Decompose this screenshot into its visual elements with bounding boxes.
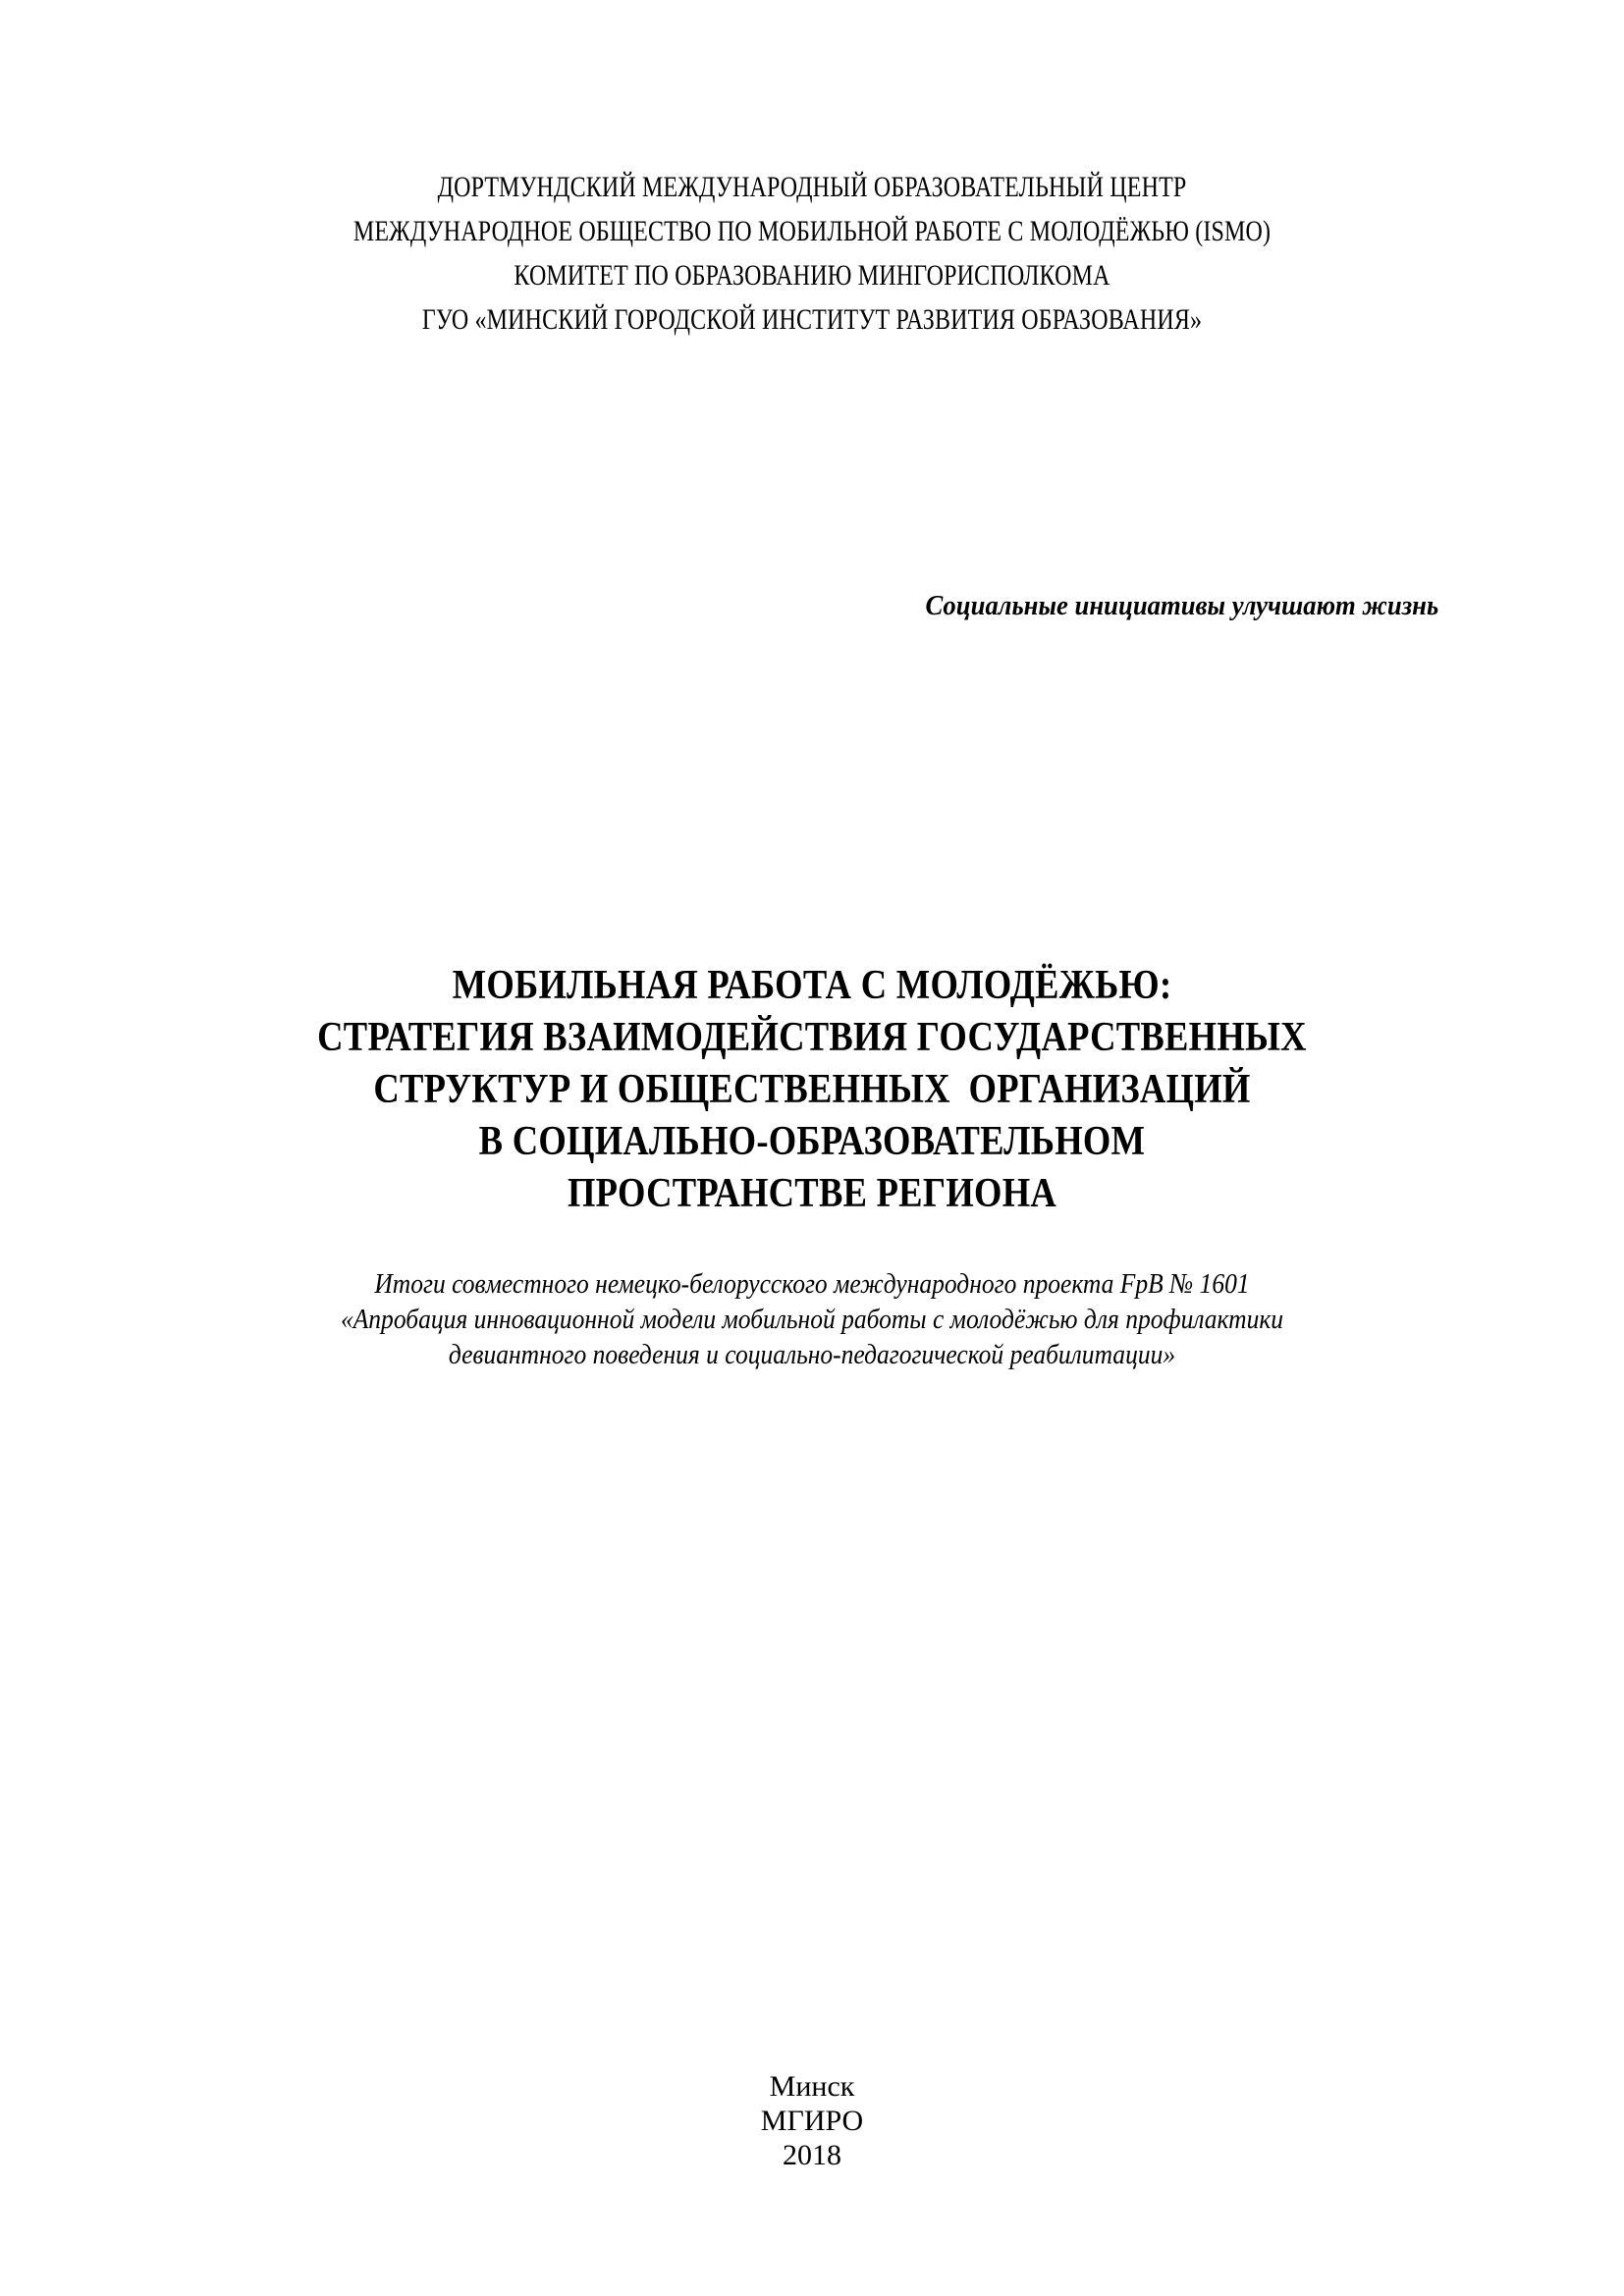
subtitle-line-2: «Апробация инновационной модели мобильной работы с молодёжью для профилактики	[340, 1304, 1284, 1335]
organisation-line-4: ГУО «МИНСКИЙ ГОРОДСКОЙ ИНСТИТУТ РАЗВИТИЯ ОБРАЗОВАНИЯ»	[421, 303, 1203, 336]
organisation-line-1: ДОРТМУНДСКИЙ МЕЖДУНАРОДНЫЙ ОБРАЗОВАТЕЛЬНЫЙ ЦЕНТР	[437, 171, 1187, 203]
imprint-publisher: МГИРО	[760, 2105, 864, 2137]
title-line-4: В СОЦИАЛЬНО-ОБРАЗОВАТЕЛЬНОМ	[478, 1119, 1146, 1164]
imprint-city: Минск	[769, 2070, 855, 2103]
tagline-block	[0, 587, 1438, 624]
imprint-year: 2018	[783, 2139, 841, 2171]
imprint-block	[0, 2069, 1624, 2172]
organisation-line-2: МЕЖДУНАРОДНОЕ ОБЩЕСТВО ПО МОБИЛЬНОЙ РАБОТЕ С МОЛОДЁЖЬЮ (ISMO)	[352, 215, 1272, 247]
subtitle-block	[0, 1266, 1624, 1372]
subtitle-line-1: Итоги совместного немецко-белорусского международного проекта FpB № 1601	[374, 1268, 1250, 1300]
title-line-2: СТРАТЕГИЯ ВЗАИМОДЕЙСТВИЯ ГОСУДАРСТВЕННЫХ	[317, 1015, 1307, 1060]
page-title	[0, 960, 1624, 1220]
title-line-5: ПРОСТРАНСТВЕ РЕГИОНА	[567, 1171, 1057, 1216]
organisation-line-3: КОМИТЕТ ПО ОБРАЗОВАНИЮ МИНГОРИСПОЛКОМА	[514, 259, 1110, 292]
tagline-text: Социальные инициативы улучшают жизнь	[925, 590, 1438, 621]
title-line-1: МОБИЛЬНАЯ РАБОТА С МОЛОДЁЖЬЮ:	[452, 963, 1172, 1008]
subtitle-line-3: девиантного поведения и социально-педагогической реабилитации»	[448, 1339, 1176, 1370]
title-line-3: СТРУКТУР И ОБЩЕСТВЕННЫХ ОРГАНИЗАЦИЙ	[373, 1067, 1251, 1112]
organisation-header	[0, 165, 1624, 342]
